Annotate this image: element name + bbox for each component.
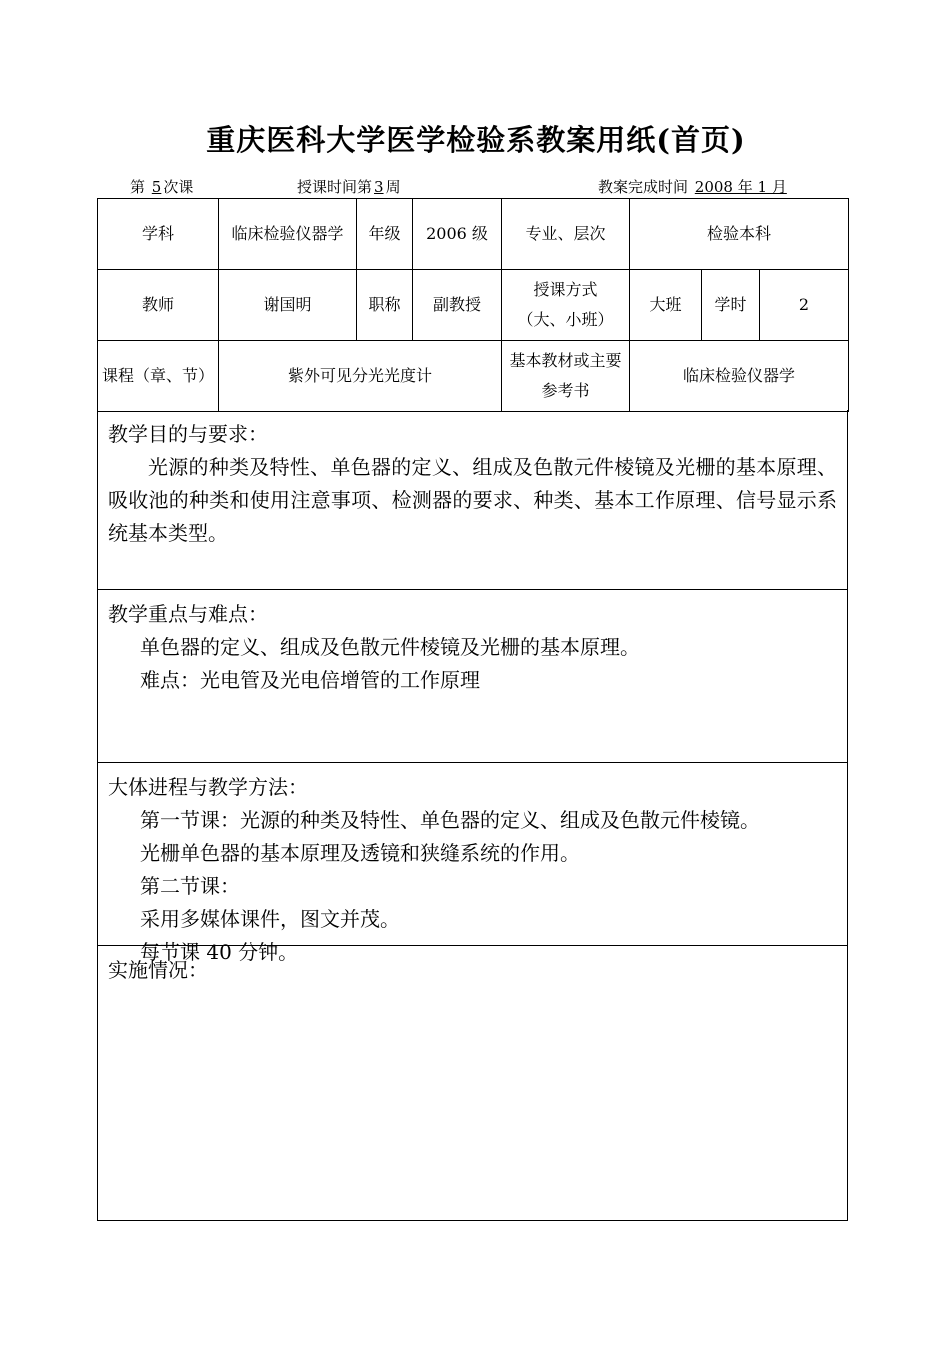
lesson-number <box>130 176 193 197</box>
mode-label-line1: 授课方式 <box>533 280 598 299</box>
process-line: 光栅单色器的基本原理及透镜和狭缝系统的作用。 <box>140 841 580 865</box>
rank-value: 副教授 <box>413 270 502 341</box>
objectives-text: 光源的种类及特性、单色器的定义、组成及色散元件棱镜及光栅的基本原理、吸收池的种类和使用注意事项、检测器的要求、种类、基本工作原理、信号显示系统基本类型。 <box>108 455 837 545</box>
implementation-heading: 实施情况： <box>108 958 208 982</box>
page-title: 重庆医科大学医学检验系教案用纸(首页) <box>206 123 746 157</box>
grade-label: 年级 <box>357 199 413 270</box>
mode-label-line2: （大、小班） <box>517 310 614 329</box>
mode-label <box>502 270 630 341</box>
week-no: 3 <box>374 178 384 196</box>
section-key-points <box>97 590 848 763</box>
process-heading: 大体进程与教学方法： <box>108 775 308 799</box>
done-prefix: 教案完成时间 <box>598 178 689 196</box>
objectives-heading: 教学目的与要求： <box>108 422 268 446</box>
lesson-no: 5 <box>151 178 162 196</box>
course-label: 课程（章、节） <box>98 341 219 412</box>
major-value: 检验本科 <box>630 199 849 270</box>
teacher-value: 谢国明 <box>219 270 357 341</box>
completion-date <box>598 176 789 197</box>
key-points-line: 单色器的定义、组成及色散元件棱镜及光栅的基本原理。 <box>140 635 640 659</box>
mode-value: 大班 <box>630 270 702 341</box>
table-row <box>98 199 849 270</box>
hours-label: 学时 <box>702 270 760 341</box>
key-points-heading: 教学重点与难点： <box>108 602 268 626</box>
subject-value: 临床检验仪器学 <box>219 199 357 270</box>
table-row <box>98 270 849 341</box>
book-value: 临床检验仪器学 <box>630 341 849 412</box>
rank-label: 职称 <box>357 270 413 341</box>
hours-value: 2 <box>760 270 849 341</box>
major-label: 专业、层次 <box>502 199 630 270</box>
done-date: 2008 年 1 月 <box>694 178 787 196</box>
lesson-suffix: 次课 <box>163 178 194 196</box>
process-line: 第一节课：光源的种类及特性、单色器的定义、组成及色散元件棱镜。 <box>140 808 760 832</box>
info-table <box>97 198 849 412</box>
section-objectives <box>97 410 848 590</box>
table-row <box>98 341 849 412</box>
process-line: 每节课 40 分钟。 <box>140 940 299 964</box>
course-value: 紫外可见分光光度计 <box>219 341 502 412</box>
section-implementation <box>97 946 848 1221</box>
week-prefix: 授课时间第 <box>297 178 373 196</box>
lesson-week <box>297 176 401 197</box>
grade-value: 2006 级 <box>413 199 502 270</box>
lesson-prefix: 第 <box>130 178 146 196</box>
difficulty-line: 难点：光电管及光电倍增管的工作原理 <box>140 668 480 692</box>
process-line: 采用多媒体课件，图文并茂。 <box>140 907 400 931</box>
book-label: 基本教材或主要参考书 <box>502 341 630 412</box>
teacher-label: 教师 <box>98 270 219 341</box>
subject-label: 学科 <box>98 199 219 270</box>
week-suffix: 周 <box>385 178 401 196</box>
process-line: 第二节课： <box>140 874 240 898</box>
section-process-methods <box>97 763 848 964</box>
